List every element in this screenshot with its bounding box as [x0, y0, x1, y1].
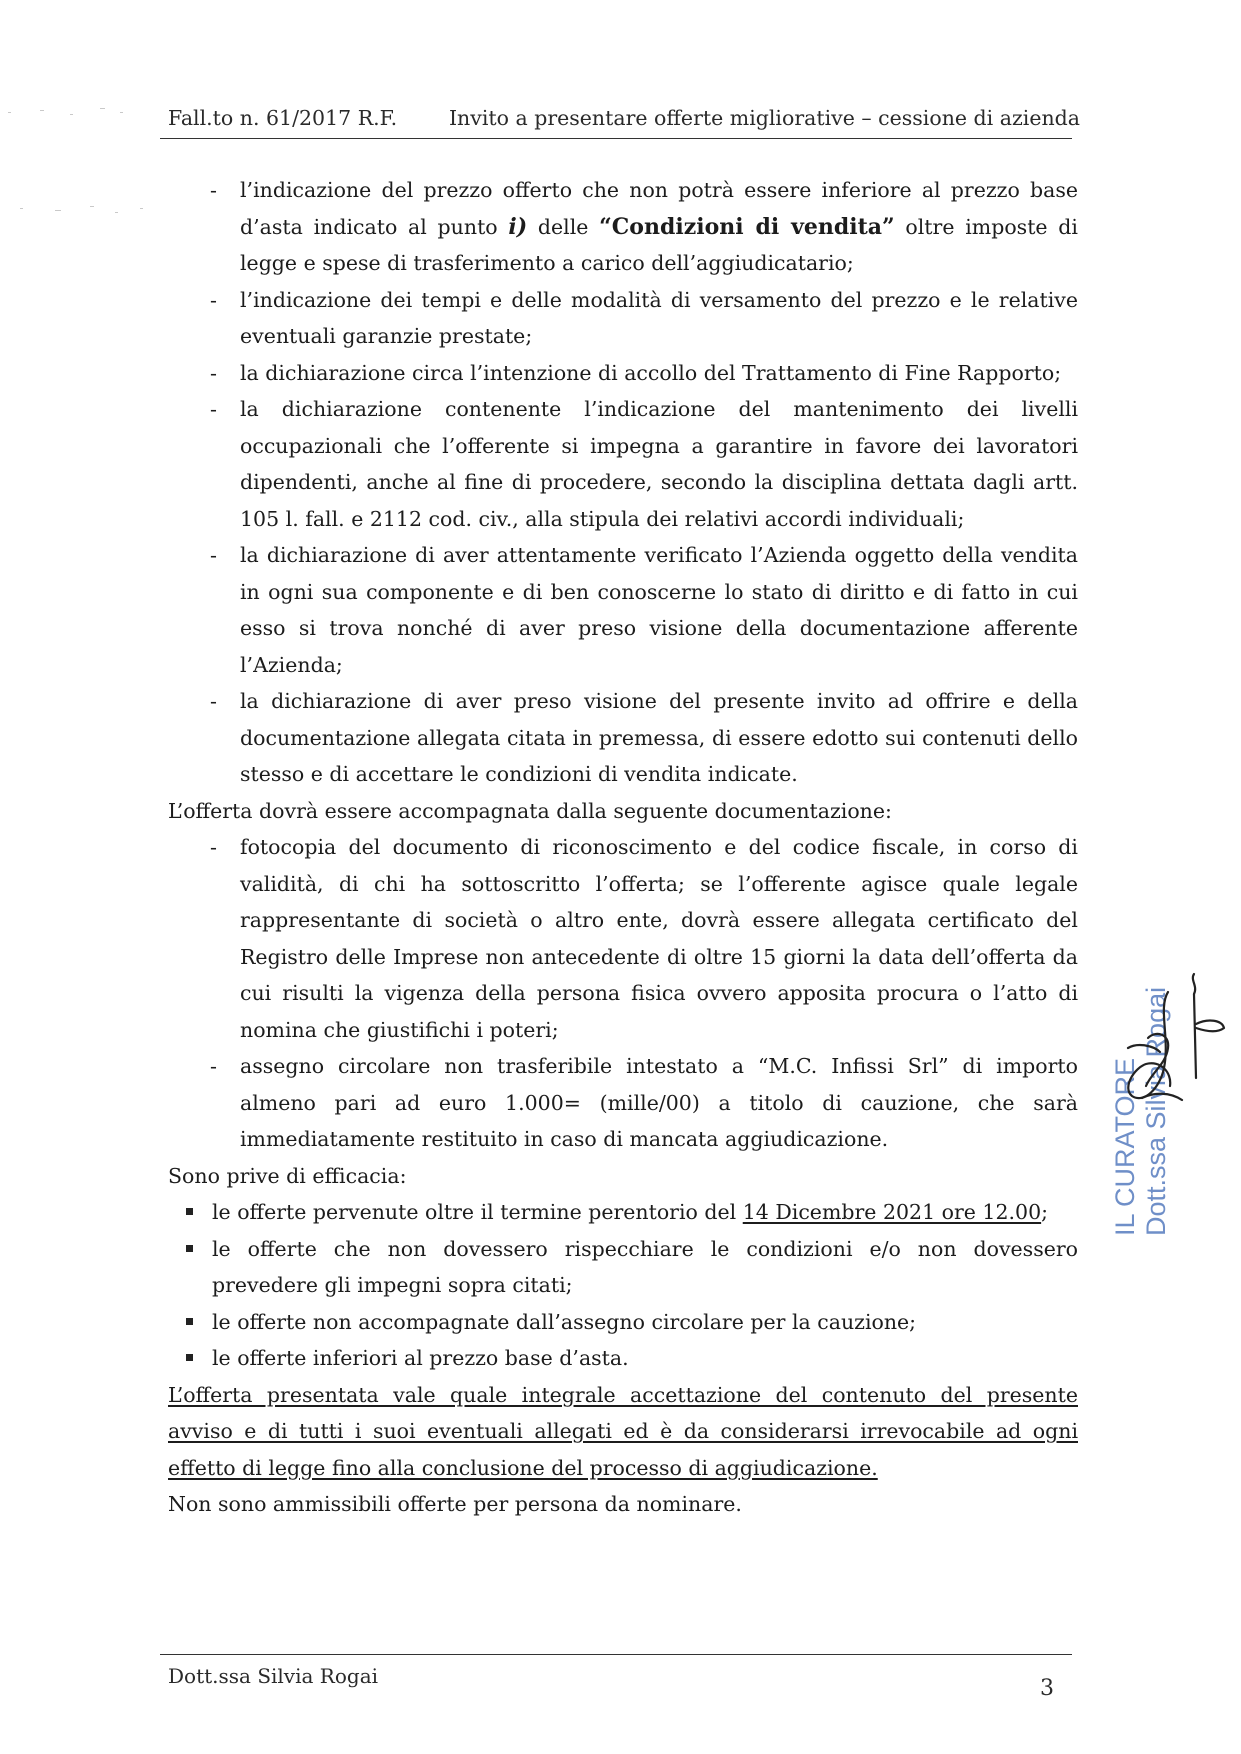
closing-note: Non sono ammissibili offerte per persona da nominare.	[168, 1492, 742, 1516]
footer-author: Dott.ssa Silvia Rogai	[168, 1664, 379, 1688]
bullet-item: le offerte non accompagnate dall’assegno circolare per la cauzione;	[168, 1304, 1078, 1341]
dash-marker: -	[210, 178, 217, 202]
list-item: - la dichiarazione contenente l’indicazione del mantenimento dei livelli occupazionali che l’offerente si impegna a garantire in favore dei lavoratori dipendenti, anche al fine di procedere, secondo la disciplina dettata dagli artt. 105 l. fall. e 2112 cod. civ., alla stipula dei relativi accordi individuali;	[168, 391, 1078, 537]
acceptance-clause: L’offerta presentata vale quale integrale accettazione del contenuto del presente avviso e di tutti i suoi eventuali allegati ed è da considerarsi irrevocabile ad ogni effetto di legge fino alla conclusione del processo di aggiudicazione.	[168, 1382, 1078, 1480]
list-item: - la dichiarazione circa l’intenzione di accollo del Trattamento di Fine Rapporto;	[168, 355, 1078, 392]
bullet-item: le offerte che non dovessero rispecchiare le condizioni e/o non dovessero prevedere gli impegni sopra citati;	[168, 1231, 1078, 1304]
stamp-name: Dott.ssa Silvia Rogai	[1141, 986, 1171, 1236]
deadline-date: 14 Dicembre 2021 ore 12.00	[742, 1200, 1042, 1224]
header-rule	[160, 138, 1072, 139]
square-bullet-icon	[186, 1208, 193, 1215]
document-body	[168, 172, 1078, 1523]
point-reference: i)	[508, 213, 528, 240]
documentation-intro: L’offerta dovrà essere accompagnata dalla seguente documentazione:	[168, 798, 892, 823]
scan-noise	[0, 100, 160, 240]
stamp-title: IL CURATORE	[1110, 1057, 1140, 1236]
list-item: - l’indicazione del prezzo offerto che non potrà essere inferiore al prezzo base d’asta indicato al punto i) delle “Condizioni di vendita” oltre imposte di legge e spese di trasferimento a carico dell’aggiudicatario;	[168, 172, 1078, 282]
dash-marker: -	[210, 397, 217, 421]
dash-marker: -	[210, 543, 217, 567]
list-item: - la dichiarazione di aver preso visione del presente invito ad offrire e della documentazione allegata citata in premessa, di essere edotto sui contenuti dello stesso e di accettare le condizioni di vendita indicate.	[168, 683, 1078, 793]
dash-marker: -	[210, 1054, 217, 1078]
list-item: - l’indicazione dei tempi e delle modalità di versamento del prezzo e le relative eventuali garanzie prestate;	[168, 282, 1078, 355]
square-bullet-icon	[186, 1245, 193, 1252]
bullet-item: le offerte pervenute oltre il termine perentorio del 14 Dicembre 2021 ore 12.00;	[168, 1194, 1078, 1231]
dash-marker: -	[210, 835, 217, 859]
list-item: - fotocopia del documento di riconoscimento e del codice fiscale, in corso di validità, di chi ha sottoscritto l’offerta; se l’offerente agisce quale legale rappresentante di società o altro ente, dovrà essere allegata certificato del Registro delle Imprese non antecedente di oltre 15 giorni la data dell’offerta da cui risulti la vigenza della persona fisica ovvero apposita procura o l’atto di nomina che giustifichi i poteri;	[168, 829, 1078, 1048]
list-item: - la dichiarazione di aver attentamente verificato l’Azienda oggetto della vendita in ogni sua componente e di ben conoscerne lo stato di diritto e di fatto in cui esso si trova nonché di aver preso visione della documentazione afferente l’Azienda;	[168, 537, 1078, 683]
document-title: Invito a presentare offerte migliorative – cessione di azienda	[448, 106, 1080, 130]
dash-marker: -	[210, 287, 217, 312]
ineffective-intro: Sono prive di efficacia:	[168, 1163, 407, 1188]
conditions-reference: “Condizioni di vendita”	[599, 213, 895, 240]
page-number: 3	[1040, 1676, 1054, 1701]
dash-marker: -	[210, 360, 217, 385]
square-bullet-icon	[186, 1354, 193, 1361]
case-number: Fall.to n. 61/2017 R.F.	[168, 106, 398, 130]
footer-rule	[160, 1654, 1072, 1655]
list-item: - assegno circolare non trasferibile intestato a “M.C. Infissi Srl” di importo almeno pari ad euro 1.000= (mille/00) a titolo di cauzione, che sarà immediatamente restituito in caso di mancata aggiudicazione.	[168, 1048, 1078, 1158]
bullet-item: le offerte inferiori al prezzo base d’asta.	[168, 1340, 1078, 1377]
dash-marker: -	[210, 689, 217, 713]
square-bullet-icon	[186, 1318, 193, 1325]
handwritten-signature	[1098, 968, 1228, 1128]
